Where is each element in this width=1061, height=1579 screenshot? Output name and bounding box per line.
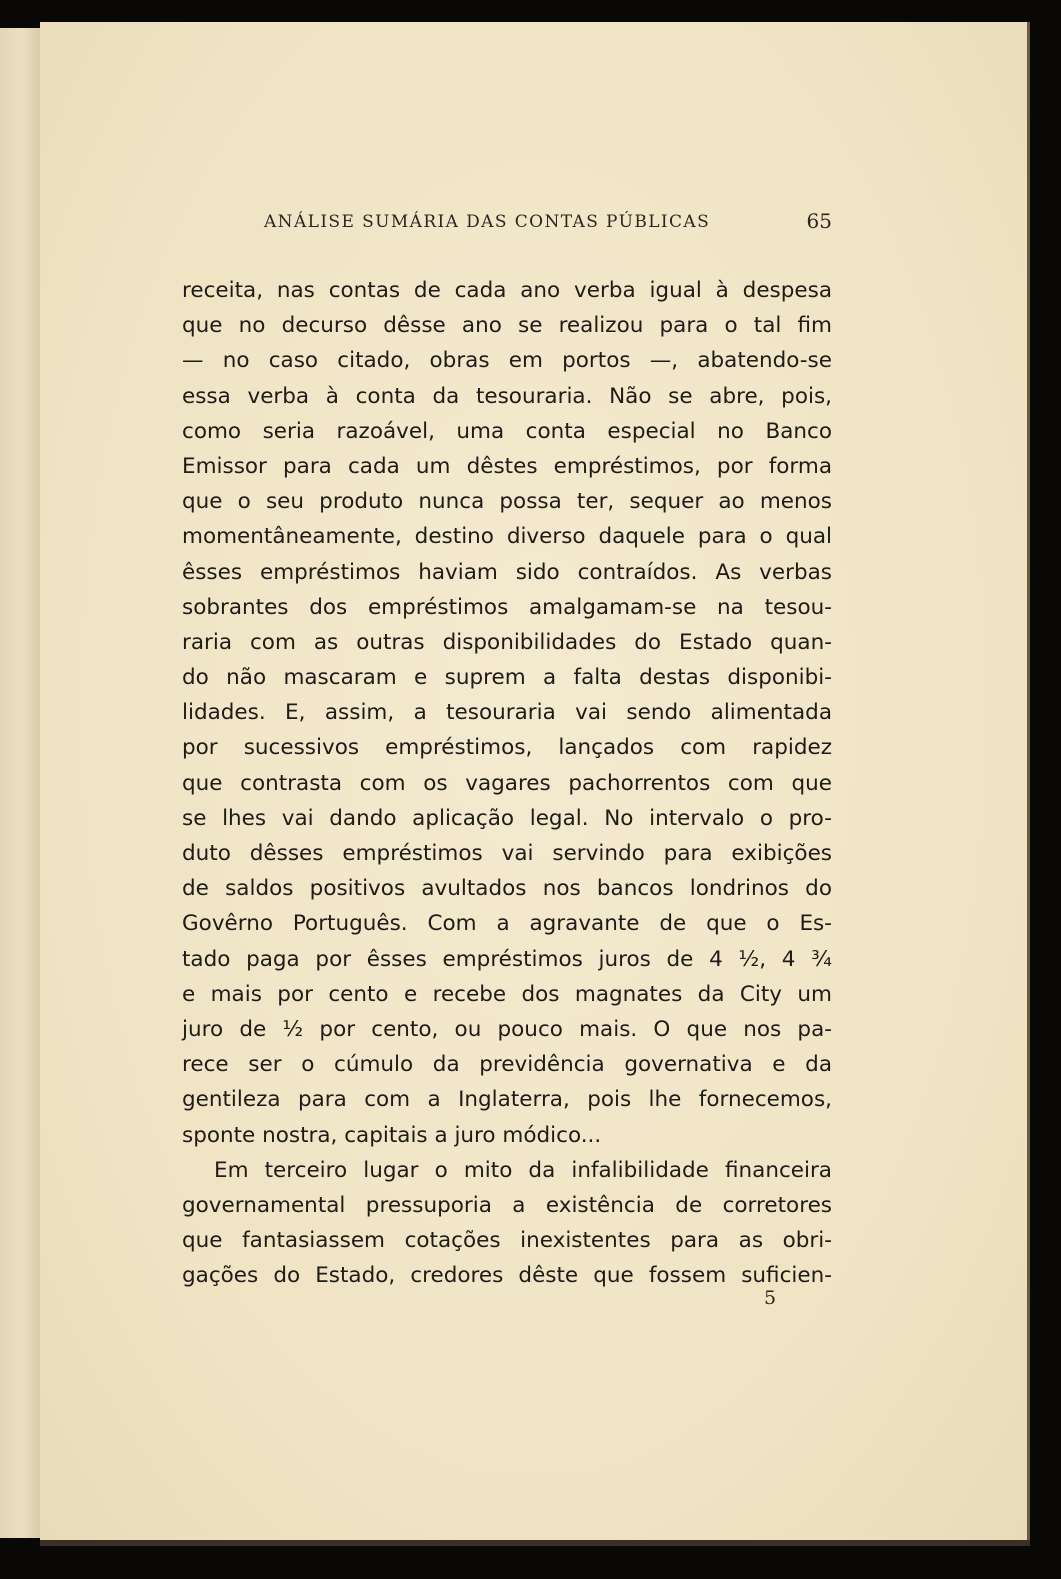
text-line: juro de ½ por cento, ou pouco mais. O que nos pa- (182, 1016, 832, 1042)
text-line: Govêrno Português. Com a agravante de que o Es- (182, 911, 832, 937)
text-line: receita, nas contas de cada ano verba igual à despesa (182, 278, 832, 303)
text-line: sponte nostra, capitais a juro módico... (182, 1122, 602, 1148)
running-head (264, 209, 832, 242)
text-line: essa verba à conta da tesouraria. Não se abre, pois, (182, 383, 832, 409)
text-line: sobrantes dos empréstimos amalgamam-se na tesou- (182, 594, 832, 620)
text-line: gações do Estado, credores dêste que fossem suficien- (182, 1263, 832, 1289)
text-line: raria com as outras disponibilidades do Estado quan- (182, 629, 832, 655)
text-line: que contrasta com os vagares pachorrentos com que (182, 770, 832, 796)
text-line: — no caso citado, obras em portos —, abatendo-se (182, 348, 832, 374)
signature-mark: 5 (764, 1287, 777, 1309)
text-line: do não mascaram e suprem a falta destas disponibi- (182, 665, 832, 691)
text-line: de saldos positivos avultados nos bancos londrinos do (182, 876, 832, 902)
text-line: lidades. E, assim, a tesouraria vai sendo alimentada (182, 700, 832, 726)
text-line: governamental pressuporia a existência de corretores (182, 1192, 832, 1218)
text-line: êsses empréstimos haviam sido contraídos. As verbas (182, 559, 832, 585)
previous-page-edge (0, 28, 42, 1538)
text-line: Emissor para cada um dêstes empréstimos, por forma (182, 453, 832, 479)
text-line: por sucessivos empréstimos, lançados com rapidez (182, 735, 832, 761)
paragraph-start-line: Em terceiro lugar o mito da infalibilidade financeira (214, 1157, 832, 1183)
text-line: se lhes vai dando aplicação legal. No intervalo o pro- (182, 805, 832, 831)
body-text (182, 273, 832, 1293)
page-bottom-edge (40, 1540, 1030, 1546)
text-line: que fantasiassem cotações inexistentes para as obri- (182, 1228, 832, 1254)
text-line: duto dêsses empréstimos vai servindo para exibições (182, 841, 832, 866)
text-line: gentileza para com a Inglaterra, pois lhe fornecemos, (182, 1087, 832, 1113)
page-number: 65 (806, 209, 832, 233)
text-line: como seria razoável, uma conta especial no Banco (182, 418, 832, 444)
text-line: rece ser o cúmulo da previdência governativa e da (182, 1052, 832, 1078)
text-line: que no decurso dêsse ano se realizou para o tal fim (182, 313, 832, 339)
text-line: tado paga por êsses empréstimos juros de 4 ½, 4 ¾ (182, 946, 832, 972)
text-line: momentâneamente, destino diverso daquele para o qual (182, 524, 832, 550)
running-head-title: ANÁLISE SUMÁRIA DAS CONTAS PÚBLICAS (264, 212, 711, 232)
text-line: e mais por cento e recebe dos magnates da City um (182, 981, 832, 1007)
text-line: que o seu produto nunca possa ter, sequer ao menos (182, 489, 832, 515)
